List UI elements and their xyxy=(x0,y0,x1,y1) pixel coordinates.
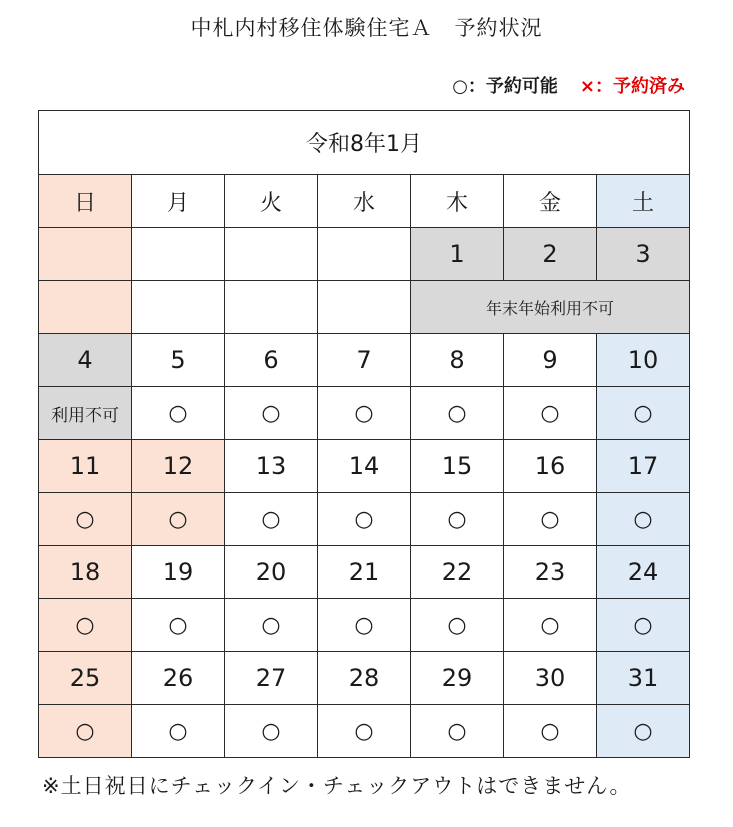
status-cell: ○ xyxy=(225,599,318,652)
date-cell: 19 xyxy=(132,546,225,599)
status-cell: ○ xyxy=(504,705,597,758)
status-cell: ○ xyxy=(132,705,225,758)
date-cell: 23 xyxy=(504,546,597,599)
date-row-week4 xyxy=(39,546,690,599)
date-row-week5 xyxy=(39,652,690,705)
status-cell: ○ xyxy=(411,387,504,440)
status-cell: ○ xyxy=(597,705,690,758)
date-cell: 28 xyxy=(318,652,411,705)
date-cell: 13 xyxy=(225,440,318,493)
status-row-week1 xyxy=(39,281,690,334)
date-row-week2 xyxy=(39,334,690,387)
date-cell: 10 xyxy=(597,334,690,387)
date-cell: 29 xyxy=(411,652,504,705)
date-cell: 11 xyxy=(39,440,132,493)
date-cell: 30 xyxy=(504,652,597,705)
status-cell-empty xyxy=(132,281,225,334)
date-cell: 6 xyxy=(225,334,318,387)
date-cell: 27 xyxy=(225,652,318,705)
status-row-week4 xyxy=(39,599,690,652)
date-cell: 26 xyxy=(132,652,225,705)
year-end-closed-note: 年末年始利用不可 xyxy=(411,281,690,334)
reservation-calendar xyxy=(38,110,690,758)
status-row-week3 xyxy=(39,493,690,546)
date-cell: 20 xyxy=(225,546,318,599)
date-cell: 3 xyxy=(597,228,690,281)
status-cell: ○ xyxy=(318,387,411,440)
status-cell: ○ xyxy=(504,387,597,440)
date-cell: 24 xyxy=(597,546,690,599)
status-cell-empty xyxy=(225,281,318,334)
status-cell: ○ xyxy=(225,705,318,758)
date-cell: 7 xyxy=(318,334,411,387)
status-cell: ○ xyxy=(318,599,411,652)
status-cell: ○ xyxy=(597,599,690,652)
date-cell: 22 xyxy=(411,546,504,599)
date-cell: 21 xyxy=(318,546,411,599)
status-cell: ○ xyxy=(132,493,225,546)
date-cell: 1 xyxy=(411,228,504,281)
status-cell: ○ xyxy=(39,705,132,758)
weekday-thu: 木 xyxy=(411,175,504,228)
status-cell: ○ xyxy=(597,387,690,440)
date-cell: 8 xyxy=(411,334,504,387)
date-cell: 14 xyxy=(318,440,411,493)
legend-booked: ×：予約済み xyxy=(579,76,685,97)
status-cell: ○ xyxy=(411,599,504,652)
status-cell: ○ xyxy=(411,705,504,758)
status-cell: ○ xyxy=(597,493,690,546)
date-cell: 2 xyxy=(504,228,597,281)
month-title: 令和8年1月 xyxy=(39,111,690,175)
date-cell-empty xyxy=(132,228,225,281)
date-cell: 31 xyxy=(597,652,690,705)
status-cell: ○ xyxy=(318,705,411,758)
date-cell: 4 xyxy=(39,334,132,387)
legend xyxy=(452,72,685,98)
date-cell-holiday: 12 xyxy=(132,440,225,493)
date-cell: 25 xyxy=(39,652,132,705)
weekday-sun: 日 xyxy=(39,175,132,228)
footer-note: ※土日祝日にチェックイン・チェックアウトはできません。 xyxy=(42,774,632,798)
status-row-week5 xyxy=(39,705,690,758)
status-cell: ○ xyxy=(318,493,411,546)
date-cell: 18 xyxy=(39,546,132,599)
date-cell: 15 xyxy=(411,440,504,493)
legend-available: ○：予約可能 xyxy=(452,76,558,97)
date-cell: 5 xyxy=(132,334,225,387)
date-cell-empty xyxy=(318,228,411,281)
status-cell: ○ xyxy=(39,599,132,652)
weekday-mon: 月 xyxy=(132,175,225,228)
date-cell: 16 xyxy=(504,440,597,493)
status-cell: ○ xyxy=(504,599,597,652)
status-cell-empty xyxy=(39,281,132,334)
date-cell-empty xyxy=(225,228,318,281)
date-cell: 17 xyxy=(597,440,690,493)
weekday-header-row xyxy=(39,175,690,228)
weekday-wed: 水 xyxy=(318,175,411,228)
weekday-fri: 金 xyxy=(504,175,597,228)
weekday-sat: 土 xyxy=(597,175,690,228)
status-cell: ○ xyxy=(132,387,225,440)
date-cell-empty xyxy=(39,228,132,281)
date-row-week3 xyxy=(39,440,690,493)
status-cell: ○ xyxy=(39,493,132,546)
status-cell: ○ xyxy=(504,493,597,546)
status-cell: ○ xyxy=(225,387,318,440)
weekday-tue: 火 xyxy=(225,175,318,228)
status-cell: ○ xyxy=(225,493,318,546)
date-row-week1 xyxy=(39,228,690,281)
status-cell: ○ xyxy=(132,599,225,652)
status-cell: ○ xyxy=(411,493,504,546)
status-row-week2 xyxy=(39,387,690,440)
status-cell-empty xyxy=(318,281,411,334)
date-cell: 9 xyxy=(504,334,597,387)
page-title: 中札内村移住体験住宅Ａ 予約状況 xyxy=(190,16,543,40)
unavailable-note: 利用不可 xyxy=(39,387,132,440)
